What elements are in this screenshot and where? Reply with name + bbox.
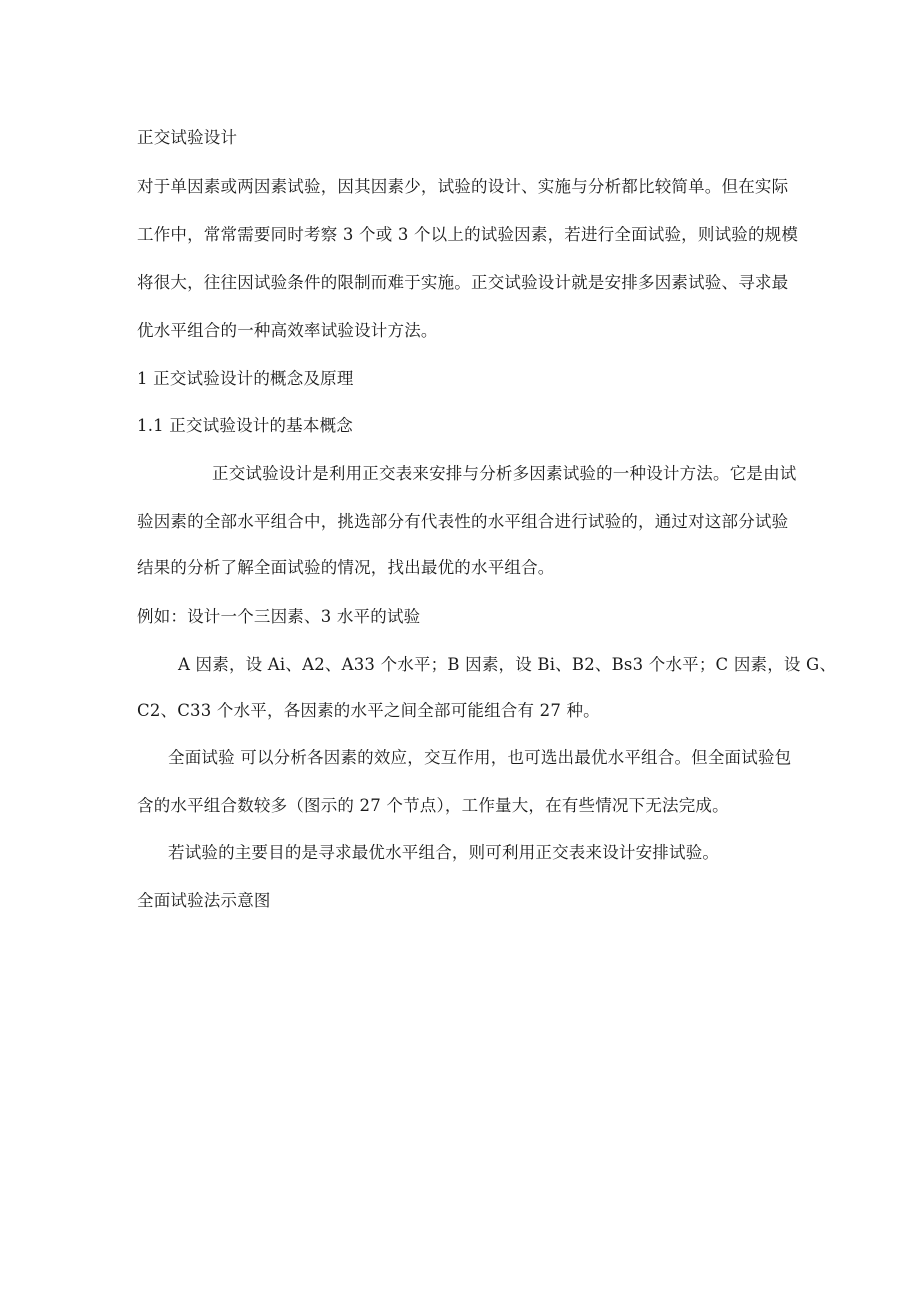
section-1-heading: 1 正交试验设计的概念及原理	[137, 369, 354, 388]
concept-line-3: 结果的分析了解全面试验的情况，找出最优的水平组合。	[137, 558, 555, 577]
intro-line-4: 优水平组合的一种高效率试验设计方法。	[137, 321, 438, 340]
goal-paragraph: 若试验的主要目的是寻求最优水平组合，则可利用正交表来设计安排试验。	[168, 843, 720, 862]
intro-line-2: 工作中，常常需要同时考察 3 个或 3 个以上的试验因素，若进行全面试验，则试验的规模	[137, 225, 799, 244]
concept-line-2: 验因素的全部水平组合中，挑选部分有代表性的水平组合进行试验的，通过对这部分试验	[137, 512, 789, 531]
document-title: 正交试验设计	[137, 128, 238, 147]
intro-line-3: 将很大，往往因试验条件的限制而难于实施。正交试验设计就是安排多因素试验、寻求最	[137, 273, 789, 292]
figure-caption: 全面试验法示意图	[137, 891, 271, 910]
example-line-1: A 因素，设 Ai、A2、A33 个水平；B 因素，设 Bi、B2、Bs3 个水平；C 因素，设 G、	[178, 655, 837, 674]
section-1-1-heading: 1.1 正交试验设计的基本概念	[137, 416, 353, 435]
intro-line-1: 对于单因素或两因素试验，因其因素少，试验的设计、实施与分析都比较简单。但在实际	[137, 177, 789, 196]
example-line-2: C2、C33 个水平，各因素的水平之间全部可能组合有 27 种。	[137, 701, 600, 720]
full-test-line-2: 含的水平组合数较多（图示的 27 个节点），工作量大，在有些情况下无法完成。	[137, 796, 729, 815]
full-test-line-1: 全面试验 可以分析各因素的效应，交互作用，也可选出最优水平组合。但全面试验包	[168, 748, 792, 767]
concept-line-1: 正交试验设计是利用正交表来安排与分析多因素试验的一种设计方法。它是由试	[212, 464, 797, 483]
example-heading: 例如：设计一个三因素、3 水平的试验	[137, 607, 421, 626]
